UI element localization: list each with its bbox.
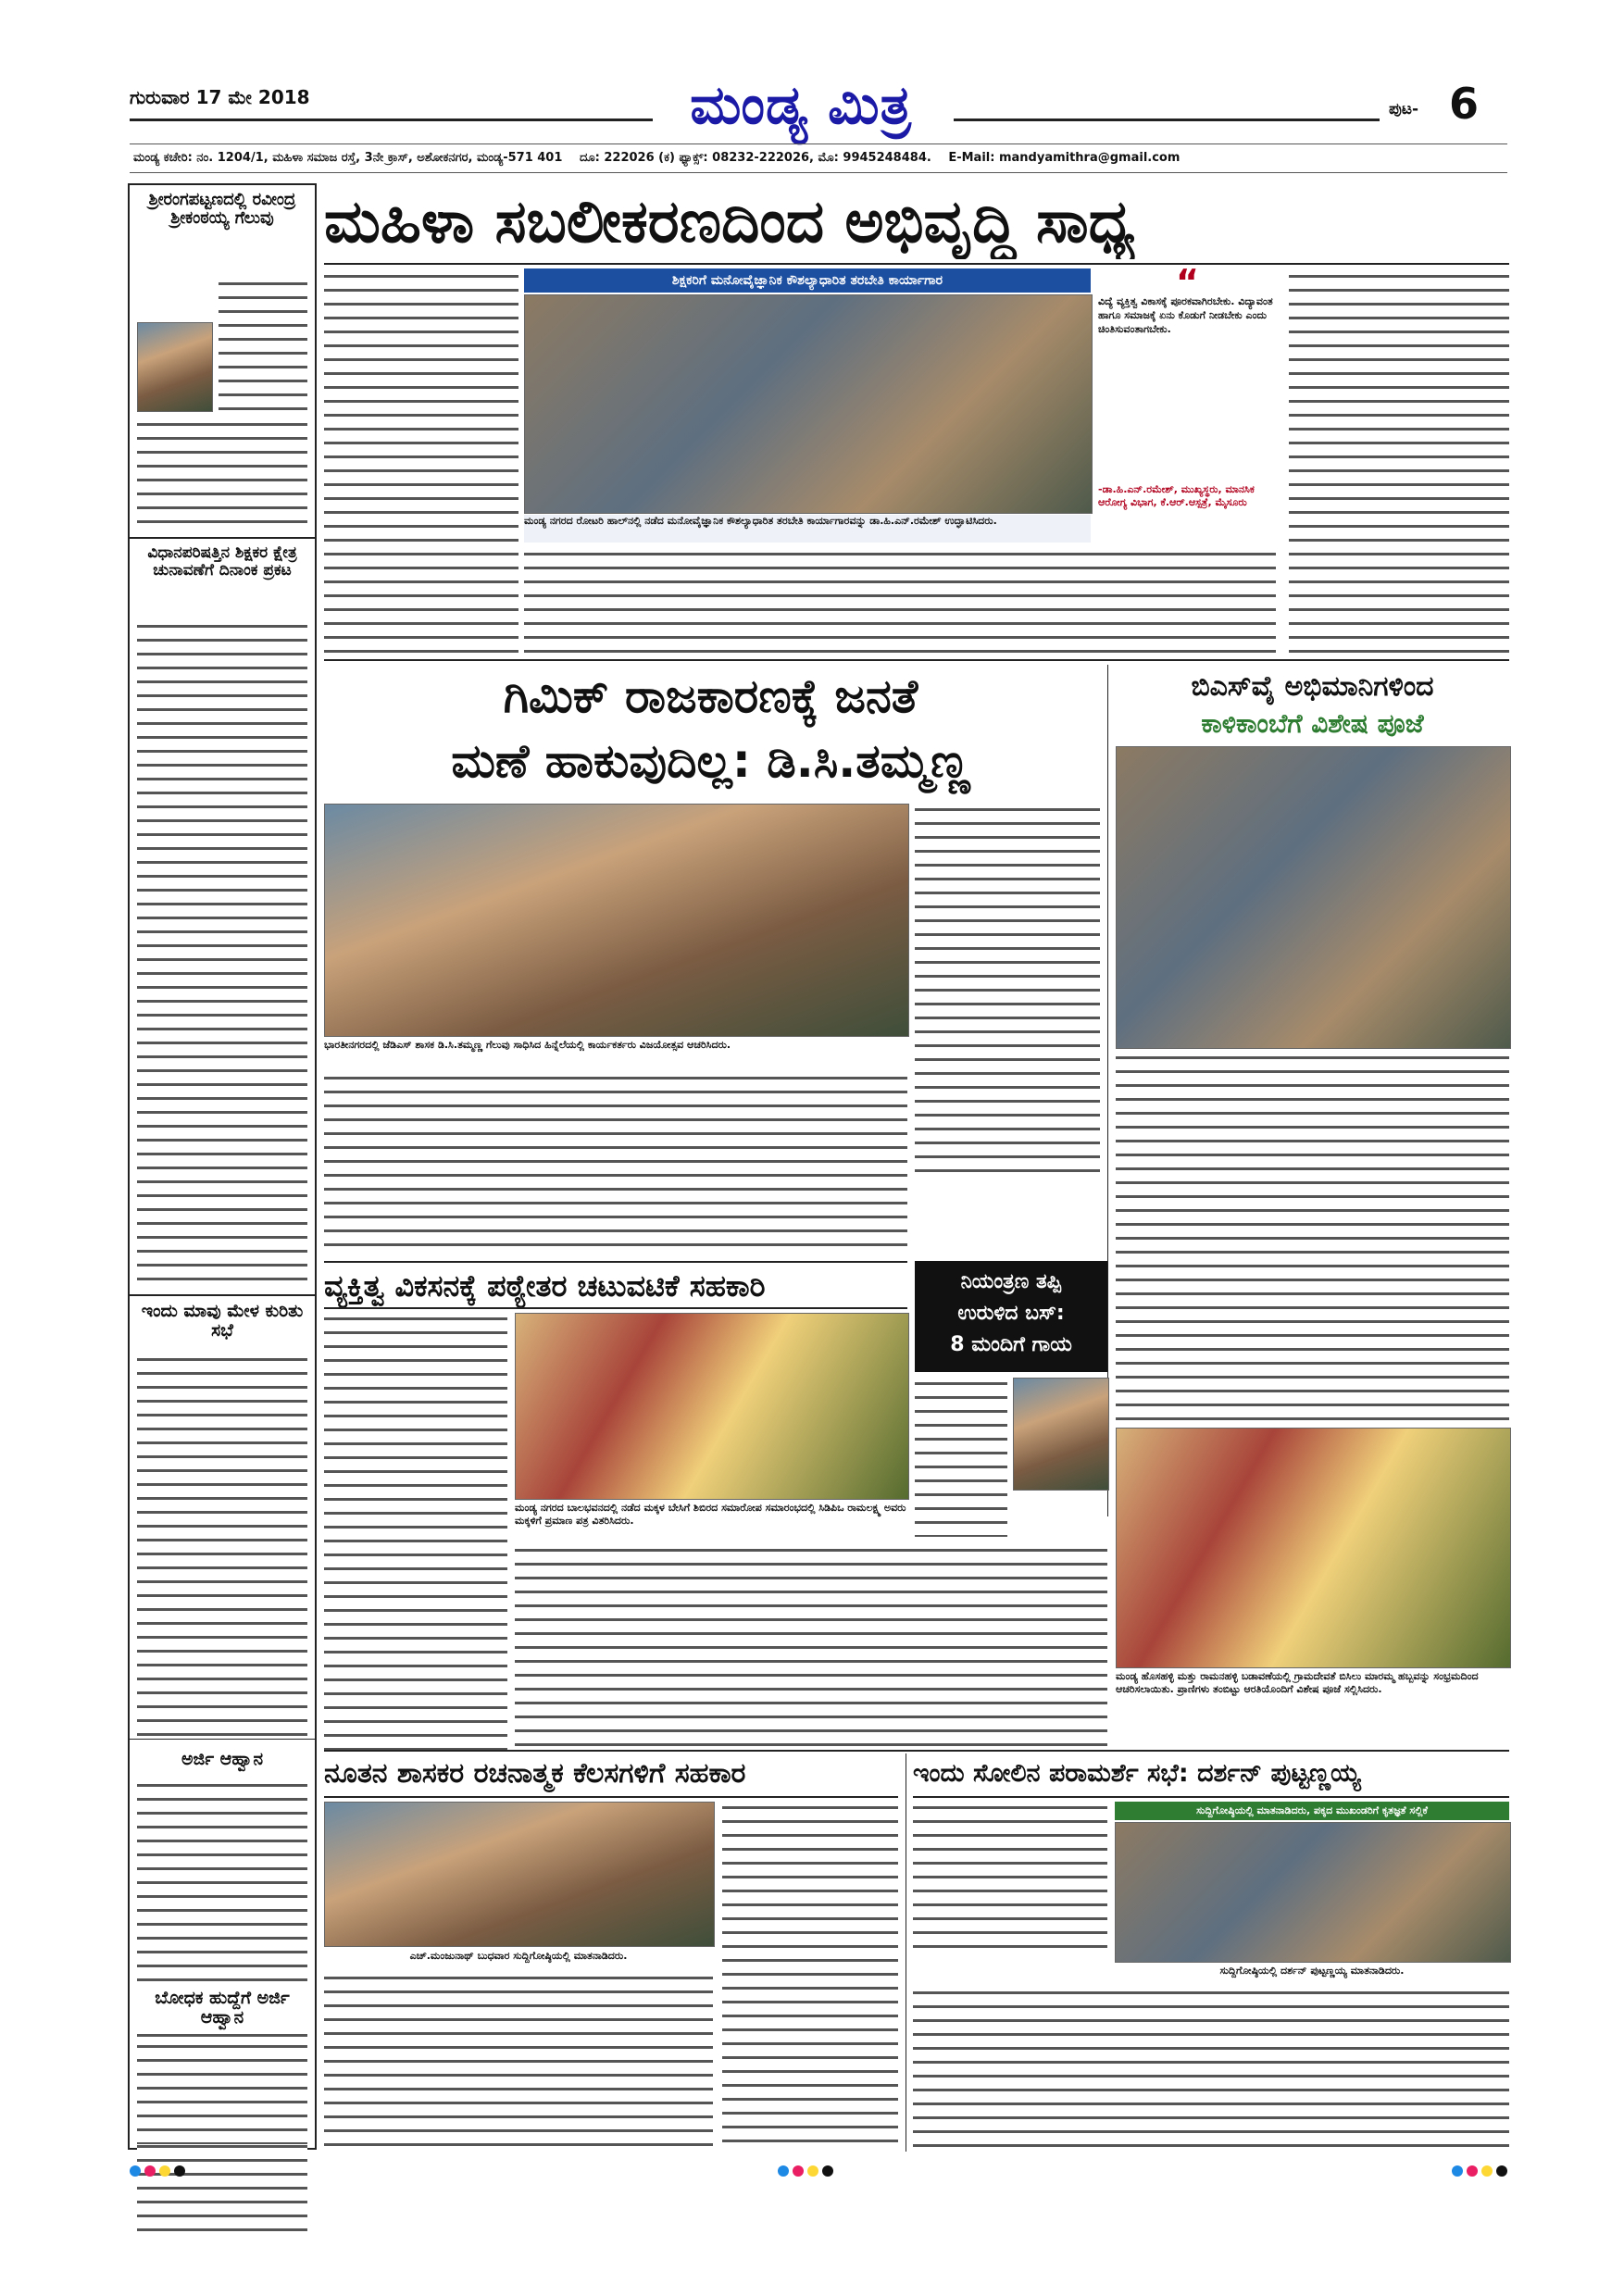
story5-headline-line1: ನಿಯಂತ್ರಣ ತಪ್ಪಿ [960,1270,1062,1293]
story3-headline-line2: ಕಾಳಿಕಾಂಬೆಗೆ ವಿಶೇಷ ಪೂಜೆ [1201,708,1424,739]
story1-photo-banner: ಶಿಕ್ಷಕರಿಗೆ ಮನೋವೈಜ್ಞಾನಿಕ ಕೌಶಲ್ಯಾಧಾರಿತ ತರಬೇತಿ ಕಾರ್ಯಾಗಾರ [524,268,1091,293]
story8-bottom-text [913,1987,1509,2153]
story1-quote-mark: “ [1176,262,1199,303]
registration-dots-center [778,2163,837,2180]
story1-col1-text [324,270,518,655]
page-date: ಗುರುವಾರ 17 ಮೇ 2018 [130,86,310,108]
sidebar-story1-photo [137,322,213,412]
story6-caption: ಮಂಡ್ಯ ಹೊಸಹಳ್ಳಿ ಮತ್ತು ರಾಮನಹಳ್ಳಿ ಬಡಾವಣೆಯಲ್ಲಿ ಗ್ರಾಮದೇವತೆ ಬಿಸಿಲು ಮಾರಮ್ಮ ಹಬ್ಬವನ್ನು ಸಂಭ್ರಮದಿಂದ ಆಚರಿಸಲಾಯಿತು. ಪ್ರಾಣಿಗಳು ತಂಬಿಟ್ಟು ಆರತಿಯೊಂದಿಗೆ ವಿಶೇಷ ಪೂಜೆ ಸಲ್ಲಿಸಿದರು. [1116,1670,1479,1695]
registration-dots-right [1452,2163,1511,2180]
story4-bottom-text [515,1544,1107,1748]
story3-text [1116,1052,1509,1422]
story7-bottom-text [324,1972,713,2153]
story1-headline: ಮಹಿಳಾ ಸಬಲೀಕರಣದಿಂದ ಅಭಿವೃದ್ಧಿ ಸಾಧ್ಯ [324,188,1135,256]
sidebar-story5-title: ಬೋಧಕ ಹುದ್ದೆಗೆ ಅರ್ಜಿ ಆಹ್ವಾನ [135,1989,309,2028]
header-rule-right [954,119,1380,121]
story4-headline: ವ್ಯಕ್ತಿತ್ವ ವಿಕಸನಕ್ಕೆ ಪಠ್ಯೇತರ ಚಟುವಟಿಕೆ ಸಹಕಾರಿ [324,1268,766,1304]
address-line: ಮಂಡ್ಯ ಕಚೇರಿ: ನಂ. 1204/1, ಮಹಿಳಾ ಸಮಾಜ ರಸ್ತೆ, 3ನೇ ಕ್ರಾಸ್, ಅಶೋಕನಗರ, ಮಂಡ್ಯ-571 401 [133,151,563,165]
story5-photo [1013,1378,1109,1491]
story6-photo [1116,1428,1511,1668]
story1-photo [524,294,1093,514]
story1-quote: ವಿದ್ಯೆ ವ್ಯಕ್ತಿತ್ವ ವಿಕಾಸಕ್ಕೆ ಪೂರಕವಾಗಿರಬೇಕು. ವಿದ್ಯಾವಂತ ಹಾಗೂ ಸಮಾಜಕ್ಕೆ ಏನು ಕೊಡುಗೆ ನೀಡಬೇಕು ಎಂದು ಚಿಂತಿಸುವಂತಾಗಬೇಕು. [1098,295,1273,335]
sidebar-story4-title: ಅರ್ಜಿ ಆಹ್ವಾನ [181,1749,264,1769]
story8-left-text [913,1802,1107,1950]
story7-photo [324,1802,715,1947]
story2-caption: ಭಾರತೀನಗರದಲ್ಲಿ ಜೆಡಿಎಸ್ ಶಾಸಕ ಡಿ.ಸಿ.ತಮ್ಮಣ್ಣ ಗೆಲುವು ಸಾಧಿಸಿದ ಹಿನ್ನೆಲೆಯಲ್ಲಿ ಕಾರ್ಯಕರ್ತರು ವಿಜಯೋತ್ಸವ ಆಚರಿಸಿದರು. [324,1039,731,1051]
story8-photo [1115,1822,1511,1963]
phone-line: ದೂ: 222026 (ಕ) ಫ್ಯಾಕ್ಸ್: 08232-222026, ಮೊ: 9945248484. [579,151,931,165]
email-line: E-Mail: mandyamithra@gmail.com [948,151,1181,165]
story2-bottom-text [324,1072,907,1255]
story5-headline-line3: 8 ಮಂದಿಗೆ ಗಾಯ [950,1333,1072,1356]
story2-headline-line1: ಗಿಮಿಕ್ ರಾಜಕಾರಣಕ್ಕೆ ಜನತೆ [503,669,918,723]
story4-left-text [324,1313,507,1757]
story2-photo [324,804,909,1037]
story3-headline-line1: ಬಿಎಸ್‌ವೈ ಅಭಿಮಾನಿಗಳಿಂದ [1191,670,1434,703]
header-rule-left [130,119,653,121]
address-bar [130,144,1507,173]
sidebar-story5-text [137,2040,307,2144]
story2-right-text [915,804,1100,1174]
story7-caption: ಎಚ್.ಮಂಜುನಾಥ್ ಬುಧವಾರ ಸುದ್ದಿಗೋಷ್ಠಿಯಲ್ಲಿ ಮಾತನಾಡಿದರು. [409,1950,628,1962]
sidebar-story1-title: ಶ್ರೀರಂಗಪಟ್ಟಣದಲ್ಲಿ ರವೀಂದ್ರ ಶ್ರೀಕಂಠಯ್ಯ ಗೆಲುವು [148,190,296,228]
sidebar-story1-text [219,278,307,417]
story1-bottom-text [524,548,1276,655]
story7-right-text [722,1802,898,2153]
page-number: 6 [1449,79,1480,129]
sidebar-story1-text-cont [137,418,307,530]
story4-caption: ಮಂಡ್ಯ ನಗರದ ಬಾಲಭವನದಲ್ಲಿ ನಡೆದ ಮಕ್ಕಳ ಬೇಸಿಗೆ ಶಿಬಿರದ ಸಮಾರೋಪ ಸಮಾರಂಭದಲ್ಲಿ ಸಿಡಿಪಿಒ ರಾಮಲಕ್ಷ್ಮ ಅವರು ಮಕ್ಕಳಿಗೆ ಪ್ರಮಾಣ ಪತ್ರ ವಿತರಿಸಿದರು. [515,1502,906,1527]
masthead: ಮಂಡ್ಯ ಮಿತ್ರ [690,73,912,136]
story2-headline-line2: ಮಣೆ ಹಾಕುವುದಿಲ್ಲ: ಡಿ.ಸಿ.ತಮ್ಮಣ್ಣ [451,734,970,788]
sidebar-story3-text [137,1354,307,1742]
story5-text [915,1378,1007,1537]
story8-photo-banner: ಸುದ್ದಿಗೋಷ್ಠಿಯಲ್ಲಿ ಮಾತನಾಡಿದರು, ಪಕ್ಕದ ಮುಖಂಡರಿಗೆ ಕೃತಜ್ಞತೆ ಸಲ್ಲಿಕೆ [1115,1802,1509,1820]
story5-headline-box [915,1261,1107,1372]
story4-photo [515,1313,909,1500]
story1-caption: ಮಂಡ್ಯ ನಗರದ ರೋಟರಿ ಹಾಲ್‌ನಲ್ಲಿ ನಡೆದ ಮನೋವೈಜ್ಞಾನಿಕ ಕೌಶಲ್ಯಾಧಾರಿತ ತರಬೇತಿ ಕಾರ್ಯಾಗಾರವನ್ನು ಡಾ.ಹಿ.ಎನ್.ರಮೇಶ್ ಉದ್ಘಾಟಿಸಿದರು. [524,515,1091,543]
story7-headline: ನೂತನ ಶಾಸಕರ ರಚನಾತ್ಮಕ ಕೆಲಸಗಳಿಗೆ ಸಹಕಾರ [324,1757,746,1790]
story8-caption: ಸುದ್ದಿಗೋಷ್ಠಿಯಲ್ಲಿ ದರ್ಶನ್ ಪುಟ್ಟಣ್ಣಯ್ಯ ಮಾತನಾಡಿದರು. [1219,1965,1405,1977]
sidebar-story3-title: ಇಂದು ಮಾವು ಮೇಳ ಕುರಿತು ಸಭೆ [141,1301,304,1341]
story1-quote-author: -ಡಾ.ಹಿ.ಎನ್.ರಮೇಶ್, ಮುಖ್ಯಸ್ಥರು, ಮಾನಸಿಕ ಆರೋಗ್ಯ ವಿಭಾಗ, ಕೆ.ಆರ್.ಆಸ್ಪತ್ರೆ, ಮೈಸೂರು [1098,483,1255,508]
sidebar-story2-text [137,620,307,1287]
registration-dots-left [130,2163,189,2180]
story5-headline-line2: ಉರುಳಿದ ಬಸ್: [957,1302,1065,1325]
page-label: ಪುಟ- [1389,100,1418,119]
sidebar-story2-title: ವಿಧಾನಪರಿಷತ್ತಿನ ಶಿಕ್ಷಕರ ಕ್ಷೇತ್ರ ಚುನಾವಣೆಗೆ ದಿನಾಂಕ ಪ್ರಕಟ [147,543,297,580]
story8-headline: ಇಂದು ಸೋಲಿನ ಪರಾಮರ್ಶೆ ಸಭೆ: ದರ್ಶನ್ ಪುಟ್ಟಣ್ಣಯ್ಯ [913,1759,1361,1788]
story1-col-right-text [1289,270,1509,655]
story3-photo [1116,746,1511,1049]
left-sidebar [128,183,317,2150]
